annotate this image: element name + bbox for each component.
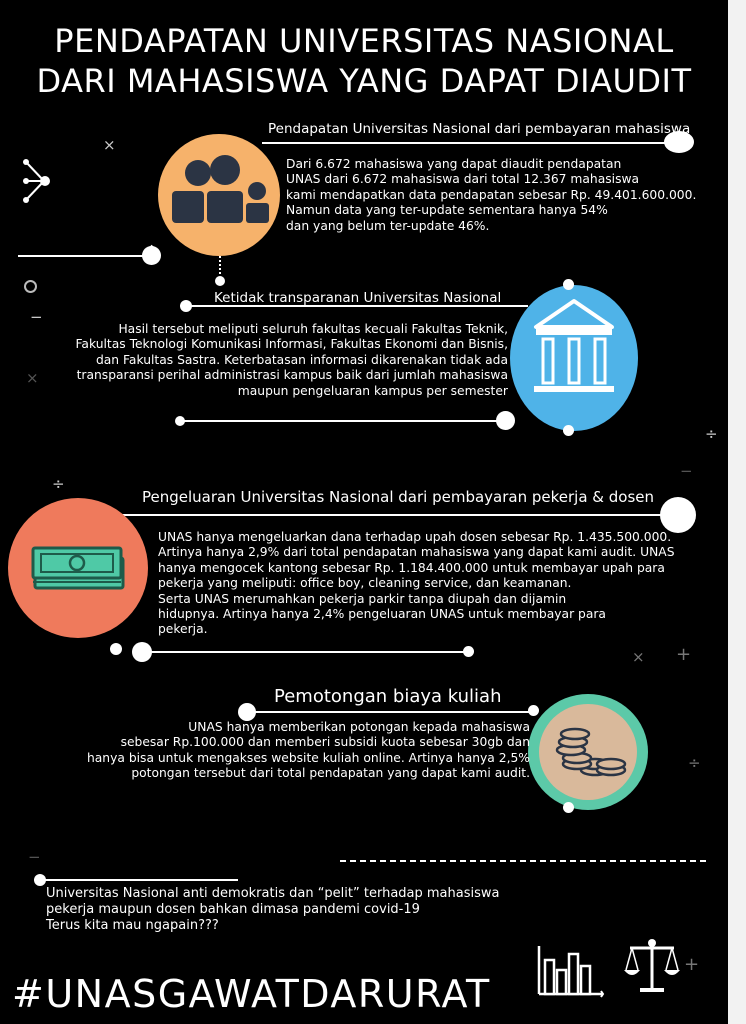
- money-stack-icon: [8, 498, 148, 638]
- section-4-icon-ring: [528, 694, 648, 810]
- section-3-node: [463, 646, 474, 657]
- section-3-line: hidupnya. Artinya hanya 2,4% pengeluaran UNAS untuk membayar para: [158, 607, 606, 622]
- closing-line: Terus kita mau ngapain???: [46, 918, 219, 933]
- coins-icon: [539, 704, 637, 800]
- right-margin-strip: [728, 0, 746, 1024]
- section-4-line: UNAS hanya memberikan potongan kepada mahasiswa: [188, 720, 530, 734]
- section-4-line: sebesar Rp.100.000 dan memberi subsidi kuota sebesar 30gb dan: [120, 735, 530, 750]
- section-4-node: [563, 802, 574, 813]
- section-4-heading-line: [242, 711, 534, 713]
- closing-node: [34, 874, 46, 886]
- section-2-line: dan Fakultas Sastra. Keterbatasan informasi dikarenakan tidak ada: [95, 352, 508, 367]
- section-1-node: [215, 276, 225, 286]
- institution-building-icon: [510, 285, 638, 431]
- section-1-line: kami mendapatkan data pendapatan sebesar Rp. 49.401.600.000.: [286, 187, 697, 202]
- section-4-icon-circle: [539, 704, 637, 800]
- section-3-line: UNAS hanya mengeluarkan dana terhadap upah dosen sebesar Rp. 1.435.500.000.: [158, 530, 672, 544]
- section-2-line: transparansi perihal administrasi kampus baik dari jumlah mahasiswa: [76, 368, 508, 383]
- section-4-line: hanya bisa untuk mengakses website kuliah online. Artinya hanya 2,5%: [86, 750, 530, 765]
- section-3-line: hanya mengocek kantong sebesar Rp. 1.184.400.000 untuk membayar upah para: [158, 560, 665, 575]
- section-1-node: [142, 246, 161, 265]
- section-3-heading: Pengeluaran Universitas Nasional dari pembayaran pekerja & dosen: [142, 488, 654, 506]
- section-2-heading: Ketidak transparanan Universitas Nasional: [214, 290, 502, 306]
- balance-scale-icon: [622, 936, 682, 996]
- plus-decoration-icon: +: [676, 644, 692, 665]
- section-3-line: Serta UNAS merumahkan pekerja parkir tanpa diupah dan dijamin: [158, 591, 567, 606]
- section-3-line: pekerja yang meliputi: office boy, cleaning service, dan keamanan.: [158, 576, 572, 591]
- section-2-line: Fakultas Teknologi Komunikasi Informasi, Fakultas Ekonomi dan Bisnis,: [75, 337, 508, 352]
- section-2-node: [563, 279, 574, 290]
- section-3-body: [158, 530, 675, 638]
- section-3-heading-dot: [660, 497, 696, 533]
- section-3-heading-line: [120, 514, 680, 516]
- closing-body: [46, 886, 499, 934]
- section-3-connector: [140, 651, 468, 653]
- section-2-node: [496, 411, 515, 430]
- section-1-dotted-connector: [219, 256, 221, 274]
- section-2-connector: [180, 420, 498, 422]
- poster-title-line-2: DARI MAHASISWA YANG DAPAT DIAUDIT: [36, 62, 692, 100]
- section-1-heading-line: [262, 142, 670, 144]
- section-2-node: [563, 425, 574, 436]
- section-2-line: Hasil tersebut meliputi seluruh fakultas kecuali Fakultas Teknik,: [118, 322, 508, 336]
- divide-decoration-icon: ÷: [705, 425, 718, 443]
- minus-decoration-icon: −: [680, 462, 693, 480]
- section-1-connector: [18, 255, 146, 257]
- section-3-line: Artinya hanya 2,9% dari total pendapatan mahasiswa yang dapat kami audit. UNAS: [158, 545, 675, 560]
- section-2-body: [30, 322, 508, 399]
- closing-dashed-divider: [340, 860, 706, 862]
- decoration-ring: [24, 280, 37, 293]
- closing-connector: [40, 879, 238, 881]
- section-1-heading: Pendapatan Universitas Nasional dari pembayaran mahasiswa: [268, 121, 691, 137]
- section-4-heading: Pemotongan biaya kuliah: [274, 686, 502, 707]
- section-2-heading-dot: [180, 300, 192, 312]
- section-2-icon-circle: [510, 285, 638, 431]
- divide-decoration-icon: ÷: [52, 475, 65, 493]
- plus-decoration-icon: +: [684, 954, 700, 975]
- section-4-heading-dot: [238, 703, 256, 721]
- section-3-icon-circle: [8, 498, 148, 638]
- people-group-icon: [158, 134, 280, 256]
- section-1-line: Namun data yang ter-update sementara hanya 54%: [286, 203, 608, 218]
- section-4-body: [40, 720, 530, 782]
- times-decoration-icon: ×: [632, 648, 645, 666]
- section-1-line: dan yang belum ter-update 46%.: [286, 218, 490, 233]
- section-4-line: potongan tersebut dari total pendapatan yang dapat kami audit.: [131, 766, 530, 781]
- section-1-body: [286, 157, 696, 234]
- closing-line: pekerja maupun dosen bahkan dimasa pandemi covid-19: [46, 902, 420, 917]
- section-1-line: UNAS dari 6.672 mahasiswa dari total 12.367 mahasiswa: [286, 172, 640, 187]
- minus-decoration-icon: −: [30, 308, 43, 326]
- section-1-line: Dari 6.672 mahasiswa yang dapat diaudit pendapatan: [286, 157, 622, 171]
- bar-chart-icon: [535, 942, 605, 1000]
- section-3-node: [110, 643, 122, 655]
- campaign-hashtag: #UNASGAWATDARURAT: [12, 972, 491, 1016]
- share-network-icon: [18, 156, 58, 206]
- section-2-node: [175, 416, 185, 426]
- section-4-node: [528, 705, 539, 716]
- section-1-icon-circle: [158, 134, 280, 256]
- section-3-line: pekerja.: [158, 622, 208, 637]
- times-decoration-icon: ×: [26, 369, 39, 387]
- section-2-line: maupun pengeluaran kampus per semester: [237, 383, 508, 398]
- times-decoration-icon: ×: [103, 136, 116, 154]
- divide-decoration-icon: ÷: [688, 754, 701, 772]
- poster-title-line-1: PENDAPATAN UNIVERSITAS NASIONAL: [54, 22, 674, 60]
- closing-line: Universitas Nasional anti demokratis dan “pelit” terhadap mahasiswa: [46, 886, 500, 901]
- section-3-node: [132, 642, 152, 662]
- minus-decoration-icon: −: [28, 848, 41, 866]
